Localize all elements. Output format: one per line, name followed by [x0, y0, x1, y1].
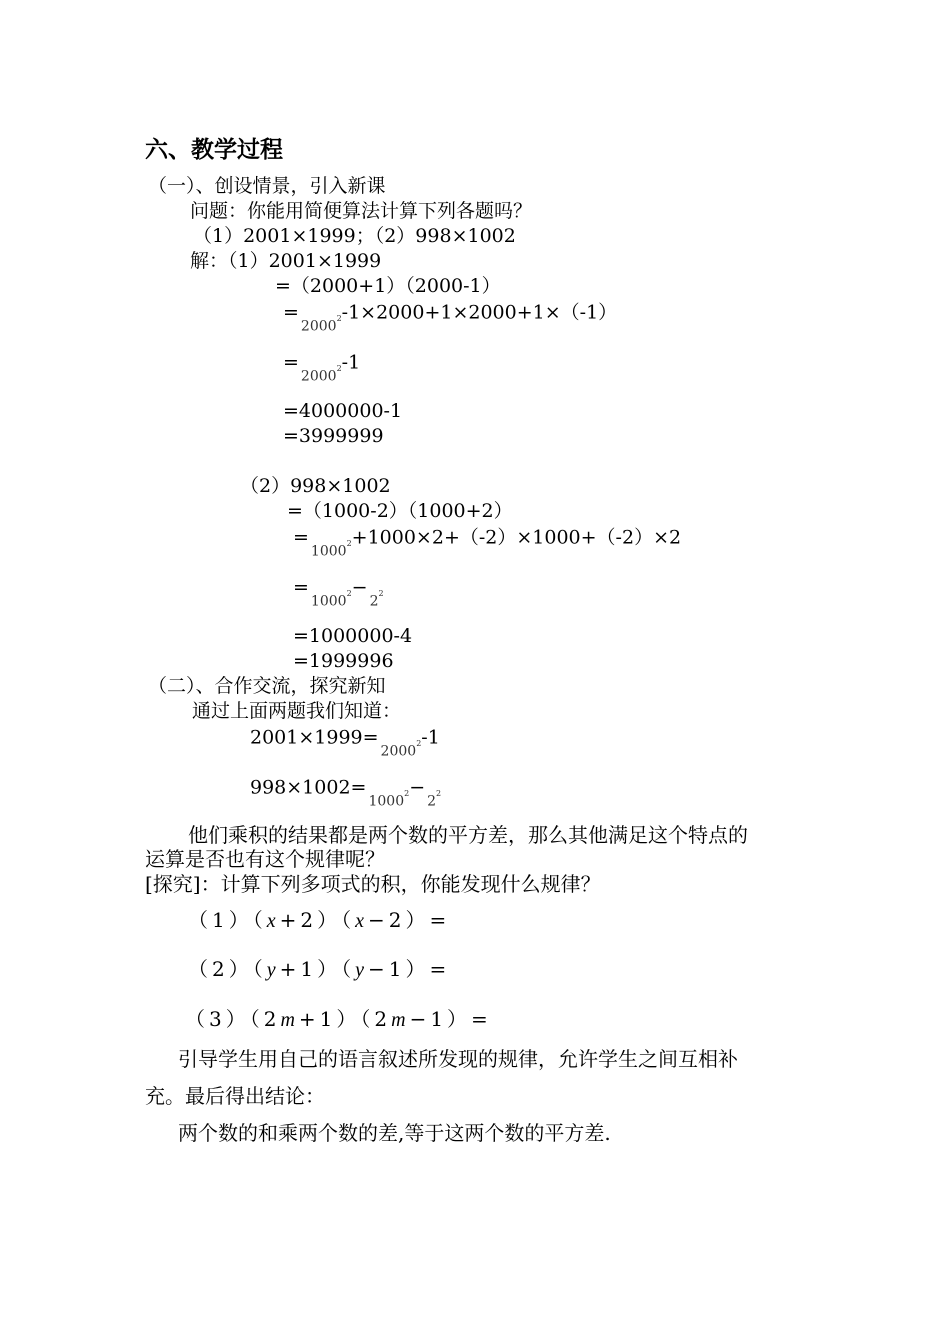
part1-heading: （一）、创设情景，引入新课 — [148, 175, 386, 197]
paragraph1-line1: 他们乘积的结果都是两个数的平方差，那么其他满足这个特点的 — [188, 823, 748, 847]
solution2-step1: =（1000-2）（1000+2） — [287, 500, 513, 522]
equals-sign: = — [283, 351, 299, 374]
power-2000-squared: 2000$^2$ — [300, 364, 342, 385]
result1-rest: -1 — [421, 726, 440, 749]
power-2000-squared: 2000$^2$ — [380, 739, 422, 760]
equals-sign: = — [293, 526, 309, 549]
solution1-step3 — [283, 349, 361, 385]
problem-items: （1）2001×1999；（2）998×1002 — [193, 225, 516, 247]
solution1-step2 — [283, 299, 618, 335]
solution2-step2 — [293, 524, 682, 560]
expression-rest: -1 — [341, 351, 361, 374]
power-2-squared: $2^2$ — [427, 789, 442, 810]
power-1000-squared: 1000$^2$ — [310, 539, 352, 560]
solution1-step4: =4000000-1 — [283, 400, 403, 422]
variable-y: y — [355, 959, 368, 981]
part2-heading: （二）、合作交流，探究新知 — [148, 675, 386, 697]
power-1000-squared: 1000$^2$ — [368, 789, 410, 810]
solution1-step1: =（2000+1）（2000-1） — [275, 275, 501, 297]
power-2000-squared: 2000$^2$ — [300, 314, 342, 335]
power-1000-squared: 1000$^2$ — [310, 589, 352, 610]
result1 — [250, 724, 440, 760]
solution-label: 解：（1）2001×1999 — [190, 250, 382, 272]
exercise-2: （2）（y+1）（y−1）= — [188, 957, 451, 981]
solution2-step4: =1000000-4 — [293, 625, 413, 647]
variable-m: m — [391, 1009, 410, 1031]
section-title: 六、教学过程 — [145, 137, 283, 163]
result1-lhs: 2001×1999= — [250, 726, 379, 749]
solution2-head: （2）998×1002 — [240, 475, 391, 497]
result2 — [250, 774, 442, 810]
explore-prompt: [探究]：计算下列多项式的积，你能发现什么规律？ — [145, 872, 601, 896]
guidance-line2: 充。最后得出结论： — [145, 1084, 325, 1108]
solution2-step3 — [293, 574, 384, 610]
exercise-3: （3）（2m+1）（2m−1）= — [185, 1007, 492, 1031]
solution2-step5: =1999996 — [293, 650, 394, 672]
intro-text: 通过上面两题我们知道： — [192, 700, 402, 722]
variable-x: x — [355, 910, 368, 932]
equals-sign: = — [283, 301, 299, 324]
power-2-squared: $2^2$ — [369, 589, 384, 610]
solution1-step5: =3999999 — [283, 425, 384, 447]
expression-rest: -1×2000+1×2000+1×（-1） — [341, 301, 618, 324]
result2-lhs: 998×1002= — [250, 776, 367, 799]
variable-m: m — [280, 1009, 299, 1031]
exercise-1: （1）（x+2）（x−2）= — [188, 908, 451, 932]
minus-sign: − — [409, 776, 426, 799]
question-text: 问题：你能用简便算法计算下列各题吗？ — [190, 200, 533, 222]
expression-rest: +1000×2+（-2）×1000+（-2）×2 — [351, 526, 682, 549]
conclusion: 两个数的和乘两个数的差,等于这两个数的平方差. — [178, 1121, 611, 1145]
equals-sign: = — [293, 576, 309, 599]
guidance-line1: 引导学生用自己的语言叙述所发现的规律，允许学生之间互相补 — [178, 1047, 738, 1071]
minus-sign: − — [351, 576, 368, 599]
variable-x: x — [266, 910, 280, 932]
variable-y: y — [266, 959, 280, 981]
paragraph1-line2: 运算是否也有这个规律呢？ — [145, 847, 385, 871]
